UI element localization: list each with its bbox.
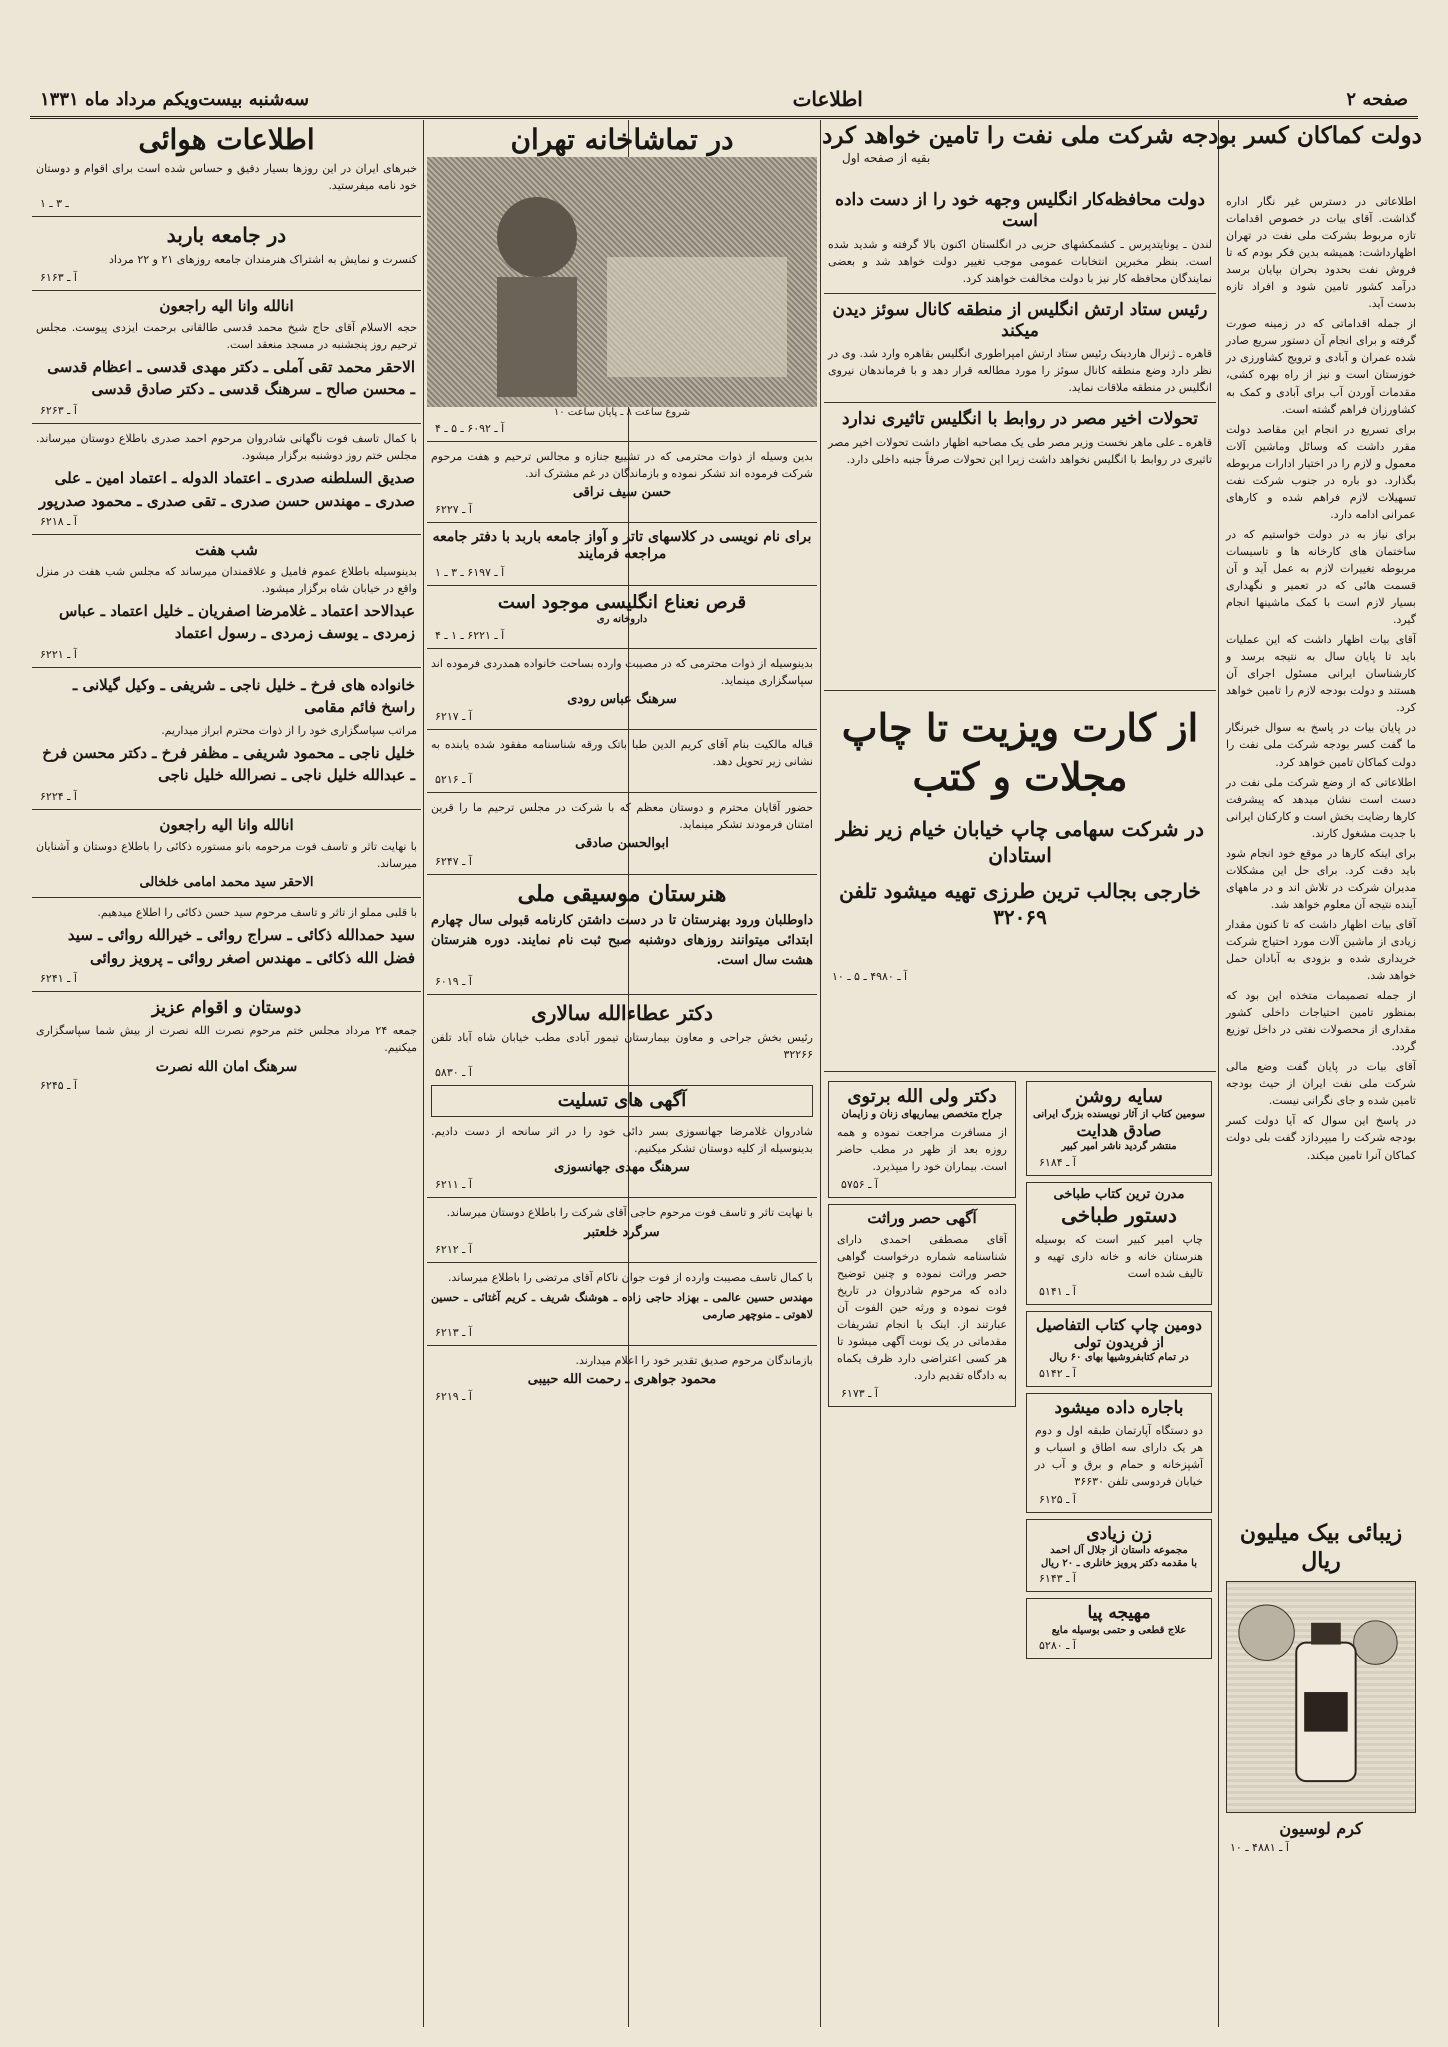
column-rule xyxy=(1218,120,1219,2027)
notice-text: بدینوسیله از ذوات محترمی که در مصیبت وارده بساحت خانواده همدردی فرموده اند سپاسگزاری مینماید. xyxy=(431,656,813,687)
ad-code: آ ـ ۶۱۹۷ ـ ۳ ـ ۱ xyxy=(435,565,505,579)
column-rule xyxy=(820,120,821,2027)
class-notice: برای نام نویسی در کلاسهای تاتر و آواز جامعه باربد با دفتر جامعه مراجعه فرمایند xyxy=(432,528,812,563)
barbad-text: کنسرت و نمایش به اشتراک هنرمندان جامعه روزهای ۲۱ و ۲۲ مرداد xyxy=(109,253,417,267)
obituary-signature: الاحقر سید محمد امامی خلخالی xyxy=(139,874,314,890)
lotion-illustration xyxy=(1226,1581,1416,1813)
rent-title: باجاره داده میشود xyxy=(1054,1397,1184,1418)
ad-code: آ ـ ۶۱۲۵ xyxy=(1039,1493,1076,1507)
notice-signature: سرهنگ مهدی جهانسوزی xyxy=(554,1160,690,1176)
obituary-text: با کمال تاسف فوت ناگهانی شادروان مرحوم احمد صدری باطلاع دوستان میرساند. مجلس ختم روز دوشنبه برگزار میشود. xyxy=(36,431,417,463)
condolence-title: آگهی های تسلیت xyxy=(557,1089,687,1111)
ad-code: آ ـ ۵۲۸۰ xyxy=(1039,1639,1076,1653)
obituary-text: با نهایت تاثر و تاسف فوت مرحومه بانو مستوره ذکائی را باطلاع دوستان و آشنایان میرساند. xyxy=(36,839,417,870)
paragraph: آقای بیات اظهار داشت که این عملیات باید تا پایان سال به نتیجه برسد و کارشناسان ایرانی مسئول اجرای آن هستند و دولت بودجه لازم را تامین خواهد کرد. xyxy=(1226,633,1416,715)
ad-code: آ ـ ۶۲۲۷ xyxy=(435,502,472,516)
ad-code: آ ـ ۶۲۱۹ xyxy=(435,1390,472,1404)
lotion-brand: کرم لوسیون xyxy=(1279,1819,1363,1838)
notice-signature: سرگرد خلعتبر xyxy=(584,1224,660,1240)
book2-title: دومین چاپ کتاب التفاصیل xyxy=(1036,1315,1202,1334)
ad-code: آ ـ ۶۲۱۱ xyxy=(435,1178,472,1192)
issue-date: سه‌شنبه بیست‌ویکم مرداد ماه ۱۳۳۱ xyxy=(40,88,310,110)
ad-code: آ ـ ۶۱۷۳ xyxy=(841,1387,878,1401)
paragraph: برای تسریع در انجام این مقاصد دولت مقرر داشت که وسائل وماشین آلات معمول و لازم را در اختیار ادارات مربوطه بگذارد. دو باره در جنوب شرکت نفت تسهیلات لازم فراهم شده و کارهای عمرانی ادامه دارد. xyxy=(1226,422,1416,521)
lead-headline-block xyxy=(822,122,1422,182)
lead-story-continued xyxy=(1222,190,1420,1520)
column-rule xyxy=(423,120,424,2027)
ad-code: آ ـ ۶۱۶۳ xyxy=(40,271,77,285)
ad-code: آ ـ ۶۲۴۵ xyxy=(40,1078,77,1092)
news-headline: رئیس ستاد ارتش انگلیس از منطقه کانال سوئز دیدن میکند xyxy=(832,299,1208,341)
book2-author: از فریدون تولی xyxy=(1073,1334,1165,1351)
story-book-note: با مقدمه دکتر پرویز خانلری ـ ۲۰ ریال xyxy=(1040,1557,1198,1569)
obituary-title: انالله وانا الیه راجعون xyxy=(159,815,294,834)
rent-ad xyxy=(1026,1393,1212,1513)
news-headline: تحولات اخیر مصر در روابط با انگلیس تاثیری ندارد xyxy=(841,409,1199,430)
ad-code: آ ـ ۵۱۴۲ xyxy=(1039,1366,1076,1380)
paragraph: برای نیاز به در دولت خواستیم که در ساختمان های کارخانه ها و تاسیسات مربوطه تغییرات لازم به عمل آید و آن قسمت هائی که در تعمیر و نگهداری بسیار لازم است با کمک ماشینها انجام گیرد. xyxy=(1226,527,1416,627)
obituary-names: خلیل ناجی ـ محمود شریفی ـ مظفر فرخ ـ دکتر محسن فرخ ـ عبدالله خلیل ناجی ـ نصرالله خلیل ناجی xyxy=(42,743,415,785)
paragraph: آقای بیات اظهار داشت که تا کنون مقدار زیادی از ماشین آلات مورد احتیاج شرکت خریداری شده و بزودی به آبادان حمل خواهد شد. xyxy=(1226,917,1416,983)
paragraph: اطلاعاتی در دسترس غیر نگار اداره گذاشت. آقای بیات در خصوص اقدامات تازه مربوط بشرکت ملی نفت در تهران اظهارداشت: همیشه بدین فکر بودم که تا فروش نفت بحدود بحران بپایان برسد درآمد کشور تامین شود و افراد تازه بدست آید. xyxy=(1226,195,1416,311)
left-column xyxy=(32,122,421,2022)
notice-signature: سرهنگ عباس رودی xyxy=(567,691,677,707)
photo-caption: شروع ساعت ۸ ـ پایان ساعت ۱۰ xyxy=(553,407,691,418)
airlines-title: اطلاعات هوائی xyxy=(138,123,315,156)
friends-notice-title: دوستان و اقوام عزیز xyxy=(151,998,302,1019)
performer-photo-icon xyxy=(427,157,817,407)
printing-ad-line: در شرکت سهامی چاپ خیابان خیام زیر نظر استادان xyxy=(836,816,1204,867)
ad-code: آ ـ ۶۱۸۴ xyxy=(1039,1155,1076,1169)
continued-note: بقیه از صفحه اول xyxy=(842,150,931,165)
obituary-names: خانواده های فرخ ـ خلیل ناجی ـ شریفی ـ وکیل گیلانی ـ راسخ فائم مقامی xyxy=(72,675,415,717)
paragraph: در پایان بیات در پاسخ به سوال خبرنگار ما گفت کسر بودجه شرکت ملی نفت را دولت کماکان تامین خواهد کرد. xyxy=(1226,721,1416,769)
obituary-text: مراتب سپاسگزاری خود را از ذوات محترم ابراز میداریم. xyxy=(161,723,417,737)
notice-text: حضور آقایان محترم و دوستان معظم که با شرکت در مجلس ترحیم ما را قرین امتنان فرمودند تشکر مینماید. xyxy=(431,801,813,832)
notice-text: با نهایت تاثر و تاسف فوت مرحوم حاجی آقای شرکت را باطلاع دوستان میرساند. xyxy=(446,1206,813,1220)
paragraph: اطلاعاتی که از وضع شرکت ملی نفت در دست است نشان میدهد که پیشرفت کارها رضایت بخش است و کارکنان ایرانی با جدیت مشغول کارند. xyxy=(1226,775,1416,840)
book-title: سایه روشن xyxy=(1075,1086,1163,1107)
music-school-text: داوطلبان ورود بهنرستان تا در دست داشتن کارنامه قبولی سال چهارم ابتدائی میتوانند روزهای دوشنبه صبح ثبت نام نمایند. دوره هنرستان هشت سال است. xyxy=(431,913,813,969)
ad-code: آ ـ ۶۲۴۱ xyxy=(40,972,77,986)
paragraph: برای اینکه کارها در موقع خود انجام شود باید دقت کرد. برای حل این مشکلات مدیران شرکت در تلاش اند و در ماههای آینده نتیجه آن معلوم خواهد شد. xyxy=(1226,846,1416,911)
barbad-title: در جامعه باربد xyxy=(166,223,287,248)
paragraph: در پاسخ این سوال که آیا دولت کسر بودجه شرکت را میپردازد گفت بلی دولت کماکان آنرا تامین میکند. xyxy=(1226,1114,1416,1162)
notice-title: آگهی حصر وراثت xyxy=(867,1209,977,1228)
theater-title: در تماشاخانه تهران xyxy=(510,123,734,156)
ad-code: آ ـ ۶۲۱۸ xyxy=(40,515,77,529)
medicine-text: علاج قطعی و حتمی بوسیله مایع xyxy=(1051,1624,1187,1636)
notice-signature: حسن سیف نراقی xyxy=(572,484,672,500)
book2-ad xyxy=(1026,1311,1212,1387)
doctor-specialty: جراح متخصص بیماریهای زنان و زایمان xyxy=(841,1108,1003,1120)
airlines-text: خبرهای ایران در این روزها بسیار دقیق و حساس شده است برای اقوام و دوستان خود نامه میفرستید. xyxy=(36,162,417,193)
obituary-title: شب هفت xyxy=(195,541,258,560)
news-body: قاهره ـ ژنرال هاردینک رئیس ستاد ارتش امپراطوری انگلیس بقاهره وارد شد. وی در نظر دارد وضع منطقه کانال سوئز را مورد مطالعه قرار دهد و با فرماندهان نیروی انگلیس در منطقه ملاقات نماید. xyxy=(828,347,1212,395)
obituary-names: الاحقر محمد تقی آملی ـ دکتر مهدی قدسی ـ اعظام قدسی ـ محسن صالح ـ سرهنگ قدسی ـ دکتر صادق قدسی xyxy=(47,357,415,399)
story-book-ad xyxy=(1026,1519,1212,1592)
obituary-names: سید حمدالله ذکائی ـ سراج روائی ـ خیرالله روائی ـ سید فضل الله ذکائی ـ مهندس اصغر روائی ـ پرویز روائی xyxy=(67,926,415,967)
news-headline: دولت محافظه‌کار انگلیس وجهه خود را از دست داده است xyxy=(835,190,1205,232)
cookbook-ad xyxy=(1026,1182,1212,1305)
mint-ad-title: قرص نعناع انگلیسی موجود است xyxy=(497,591,747,613)
page-number: صفحه ۲ xyxy=(1346,88,1408,110)
ad-code: آ ـ ۴۸۸۱ ـ ۱۰ xyxy=(1230,1841,1289,1854)
ad-code: آ ـ ۴۹۸۰ ـ ۵ ـ ۱۰ xyxy=(832,969,908,983)
cookbook-title: مدرن ترین کتاب طباخی xyxy=(1053,1186,1185,1202)
medicine-ad xyxy=(1026,1598,1212,1659)
friends-notice-text: جمعه ۲۴ مرداد مجلس ختم مرحوم نصرت الله نصرت از بیش شما سپاسگزاری میکنیم. xyxy=(36,1024,417,1055)
lotion-ad xyxy=(1222,1520,1420,2025)
ad-code: آ ـ ۶۲۲۱ xyxy=(40,647,77,661)
mint-ad-pharmacy: داروخانه ری xyxy=(596,614,648,626)
notice-signature: محمود جواهری ـ رحمت الله حبیبی xyxy=(527,1371,717,1387)
newspaper-name: اطلاعات xyxy=(792,87,863,111)
paragraph: آقای بیات در پایان گفت وضع مالی شرکت ملی نفت ایران از حیث بودجه تامین شده و جای نگرانی نیست. xyxy=(1226,1060,1416,1108)
doctor-name: دکتر ولی الله برتوی xyxy=(847,1086,997,1107)
classifieds-right xyxy=(1022,1075,1216,2020)
rent-text: دو دستگاه آپارتمان طبقه اول و دوم هر یک دارای سه اطاق و اسباب و آشپزخانه و حمام و برق و آب در خیابان فردوسی تلفن ۳۶۶۳۰ xyxy=(1035,1423,1203,1489)
story-book-sub: مجموعه داستان از جلال آل احمد xyxy=(1050,1545,1188,1557)
music-school-title: هنرستان موسیقی ملی xyxy=(517,880,727,907)
cookbook-name: دستور طباخی xyxy=(1061,1202,1177,1227)
story-book-title: زن زیادی xyxy=(1086,1524,1152,1545)
ad-code: ـ ۳ ـ ۱ xyxy=(40,197,69,211)
notice-text: با کمال تاسف مصیبت وارده از فوت جوان ناکام آقای مرتضی را باطلاع میرساند. xyxy=(448,1270,813,1284)
medicine-title: مهیجه پیا xyxy=(1087,1603,1151,1624)
notice-text: شادروان غلامرضا جهانسوزی بسر دائی خود را در اثر سانحه از دست دادیم. بدینوسیله از کلیه دوستان تشکر میکنیم. xyxy=(431,1125,813,1156)
page-header xyxy=(30,82,1418,119)
condolence-banner xyxy=(431,1085,813,1118)
lead-headline: دولت کماکان کسر بودجه شرکت ملی نفت را تامین خواهد کرد xyxy=(822,122,1422,149)
obituary-text: با قلبی مملو از تاثر و تاسف مرحوم سید حسن ذکائی را اطلاع میدهیم. xyxy=(97,906,417,920)
doctor-ad xyxy=(828,1081,1016,1198)
book-author: صادق هدایت xyxy=(1076,1121,1162,1140)
ad-code: آ ـ ۶۲۲۴ xyxy=(40,789,77,803)
ad-code: آ ـ ۶۲۱۷ xyxy=(435,710,472,724)
center-column xyxy=(427,122,817,2022)
notice-names: مهندس حسین عالمی ـ بهزاد حاجی زاده ـ هوشنگ شریف ـ کریم آغتائی ـ حسین لاهوتی ـ منوچهر صارمی xyxy=(431,1290,813,1321)
ad-code: آ ـ ۵۷۵۶ xyxy=(841,1178,878,1192)
bottle-icon xyxy=(1227,1582,1415,1812)
printing-ad-line: خارجی بجالب ترین طرزی تهیه میشود تلفن ۳۲۰۶۹ xyxy=(839,878,1201,929)
notice-text: قباله مالکیت بنام آقای کریم الدین طبا باتک ورقه شناسنامه مفقود شده یابنده به نشانی زیر تحویل دهد. xyxy=(431,738,813,769)
paragraph: از جمله اقداماتی که در زمینه صورت گرفته و برای انجام آن دستور سریع صادر شده عمران و آبادی و ترویج کشاورزی در خوزستان است و نیز از راه بهره کشی، مقدمات آوردن آب برای آبادی و کمک به کشاورزان فراهم گشته است. xyxy=(1226,317,1416,416)
ad-code: آ ـ ۵۲۱۶ xyxy=(435,773,472,787)
paragraph: از جمله تصمیمات متخذه این بود که بمنظور تامین احتیاجات داخلی کشور مقداری از محصولات نفتی در داخل توزیع گردد. xyxy=(1226,989,1416,1054)
ad-code: آ ـ ۶۲۱۳ xyxy=(435,1325,472,1339)
notice-signature: ابوالحسن صادقی xyxy=(575,836,669,852)
book-sub: سومین کتاب از آثار نویسنده بزرگ ایرانی xyxy=(1033,1108,1205,1120)
obituary-title: انالله وانا الیه راجعون xyxy=(159,297,294,316)
obituary-names: صدیق السلطنه صدری ـ اعتماد الدوله ـ اعتماد امین ـ علی صدری ـ مهندس حسن صدری ـ تقی صدری ـ محمود صدرپور xyxy=(38,469,415,510)
notice-text: بازماندگان مرحوم صدیق تقدیر خود را اعلام میدارند. xyxy=(575,1353,813,1367)
ad-code: آ ـ ۶۱۴۳ xyxy=(1039,1572,1076,1586)
obituary-text: بدینوسیله باطلاع عموم فامیل و علاقمندان میرساند که مجلس شب هفت در منزل واقع در خیابان شاه برگزار میشود. xyxy=(36,564,417,595)
book-publisher: منتشر گردید ناشر امیر کبیر xyxy=(1061,1141,1177,1152)
book2-text: در تمام کتابفروشیها بهای ۶۰ ریال xyxy=(1049,1352,1189,1364)
news-body: لندن ـ یونایتدپرس ـ کشمکشهای حزبی در انگلستان اکنون بالا گرفته و شدید شده است. بنظر مخبرین انتخابات عمومی موجب تغییر دولت خواهد شد و بعضی نمایندگان محافظه کار نیز با دولت مخالفت خواهند کرد. xyxy=(828,237,1212,285)
ad-code: آ ـ ۶۰۱۹ xyxy=(435,974,472,988)
notice-text: آقای مصطفی احمدی دارای شناسنامه شماره درخواست گواهی حصر وراثت نموده و چنین توضیح داده که مرحوم شادروان در تاریخ فوت نموده و ورثه حین الفوت آن عبارتند از. اینک با انجام تشریفات مقدماتی در یک نوبت آگهی میشود تا هر کسی اعتراضی دارد ظرف یکماه به دادگاه تقدیم دارد. xyxy=(837,1232,1007,1383)
lotion-ad-title: زیبائی بیک میلیون ریال xyxy=(1239,1520,1403,1574)
ad-code: آ ـ ۶۰۹۲ ـ ۵ ـ ۴ xyxy=(435,421,505,435)
book-ad xyxy=(1026,1081,1212,1176)
obituary-names: عبدالاحد اعتماد ـ غلامرضا اصفریان ـ خلیل اعتماد ـ عباس زمردی ـ یوسف زمردی ـ رسول اعتماد xyxy=(59,601,415,643)
ad-code: آ ـ ۶۲۴۷ xyxy=(435,854,472,868)
classifieds-left xyxy=(824,1075,1020,2020)
inheritance-notice xyxy=(828,1204,1016,1407)
ad-code: آ ـ ۶۲۶۳ xyxy=(40,403,77,417)
ad-code: آ ـ ۵۱۴۱ xyxy=(1039,1284,1076,1298)
friends-notice-signature: سرهنگ امان الله نصرت xyxy=(155,1059,298,1076)
notice-text: بدین وسیله از ذوات محترمی که در تشییع جنازه و مجالس ترحیم و هفت مرحوم شرکت فرموده اند تشکر نموده و بازماندگان در غم مشترک اند. xyxy=(431,449,813,480)
printing-ad-title: از کارت ویزیت تا چاپ مجلات و کتب xyxy=(841,705,1199,800)
doctor-text: از مسافرت مراجعت نموده و همه روزه بعد از ظهر در مطب حاضر است. بیماران خود را میپذیرد. xyxy=(837,1126,1007,1174)
cookbook-text: چاپ امیر کبیر است که بوسیله هنرستان خانه و خانه داری تهیه و تالیف شده است xyxy=(1035,1232,1203,1280)
ad-code: آ ـ ۵۸۳۰ xyxy=(435,1065,472,1079)
printing-ad xyxy=(824,690,1216,1072)
doctor-salari-title: دکتر عطاءالله سالاری xyxy=(531,1000,713,1025)
ad-code: آ ـ ۶۲۱۲ xyxy=(435,1242,472,1256)
doctor-salari-text: رئیس بخش جراحی و معاون بیمارستان تیمور آبادی مطب خیابان شاه آباد تلفن ۳۲۲۶۶ xyxy=(431,1030,813,1061)
obituary-text: حجه الاسلام آقای حاج شیخ محمد قدسی طالقانی برحمت ایزدی پیوست. مجلس ترحیم روز پنجشنبه در مسجد منعقد است. xyxy=(36,320,417,351)
ad-code: آ ـ ۶۲۲۱ ـ ۱ ـ ۴ xyxy=(435,628,505,642)
theater-photo xyxy=(427,157,817,407)
news-body: قاهره ـ علی ماهر نخست وزیر مصر طی یک مصاحبه اظهار داشت تحولات اخیر مصر تاثیری در روابط با انگلیس نخواهد داشت زیرا این تحولات صرفاً جنبه داخلی دارد. xyxy=(828,435,1212,466)
